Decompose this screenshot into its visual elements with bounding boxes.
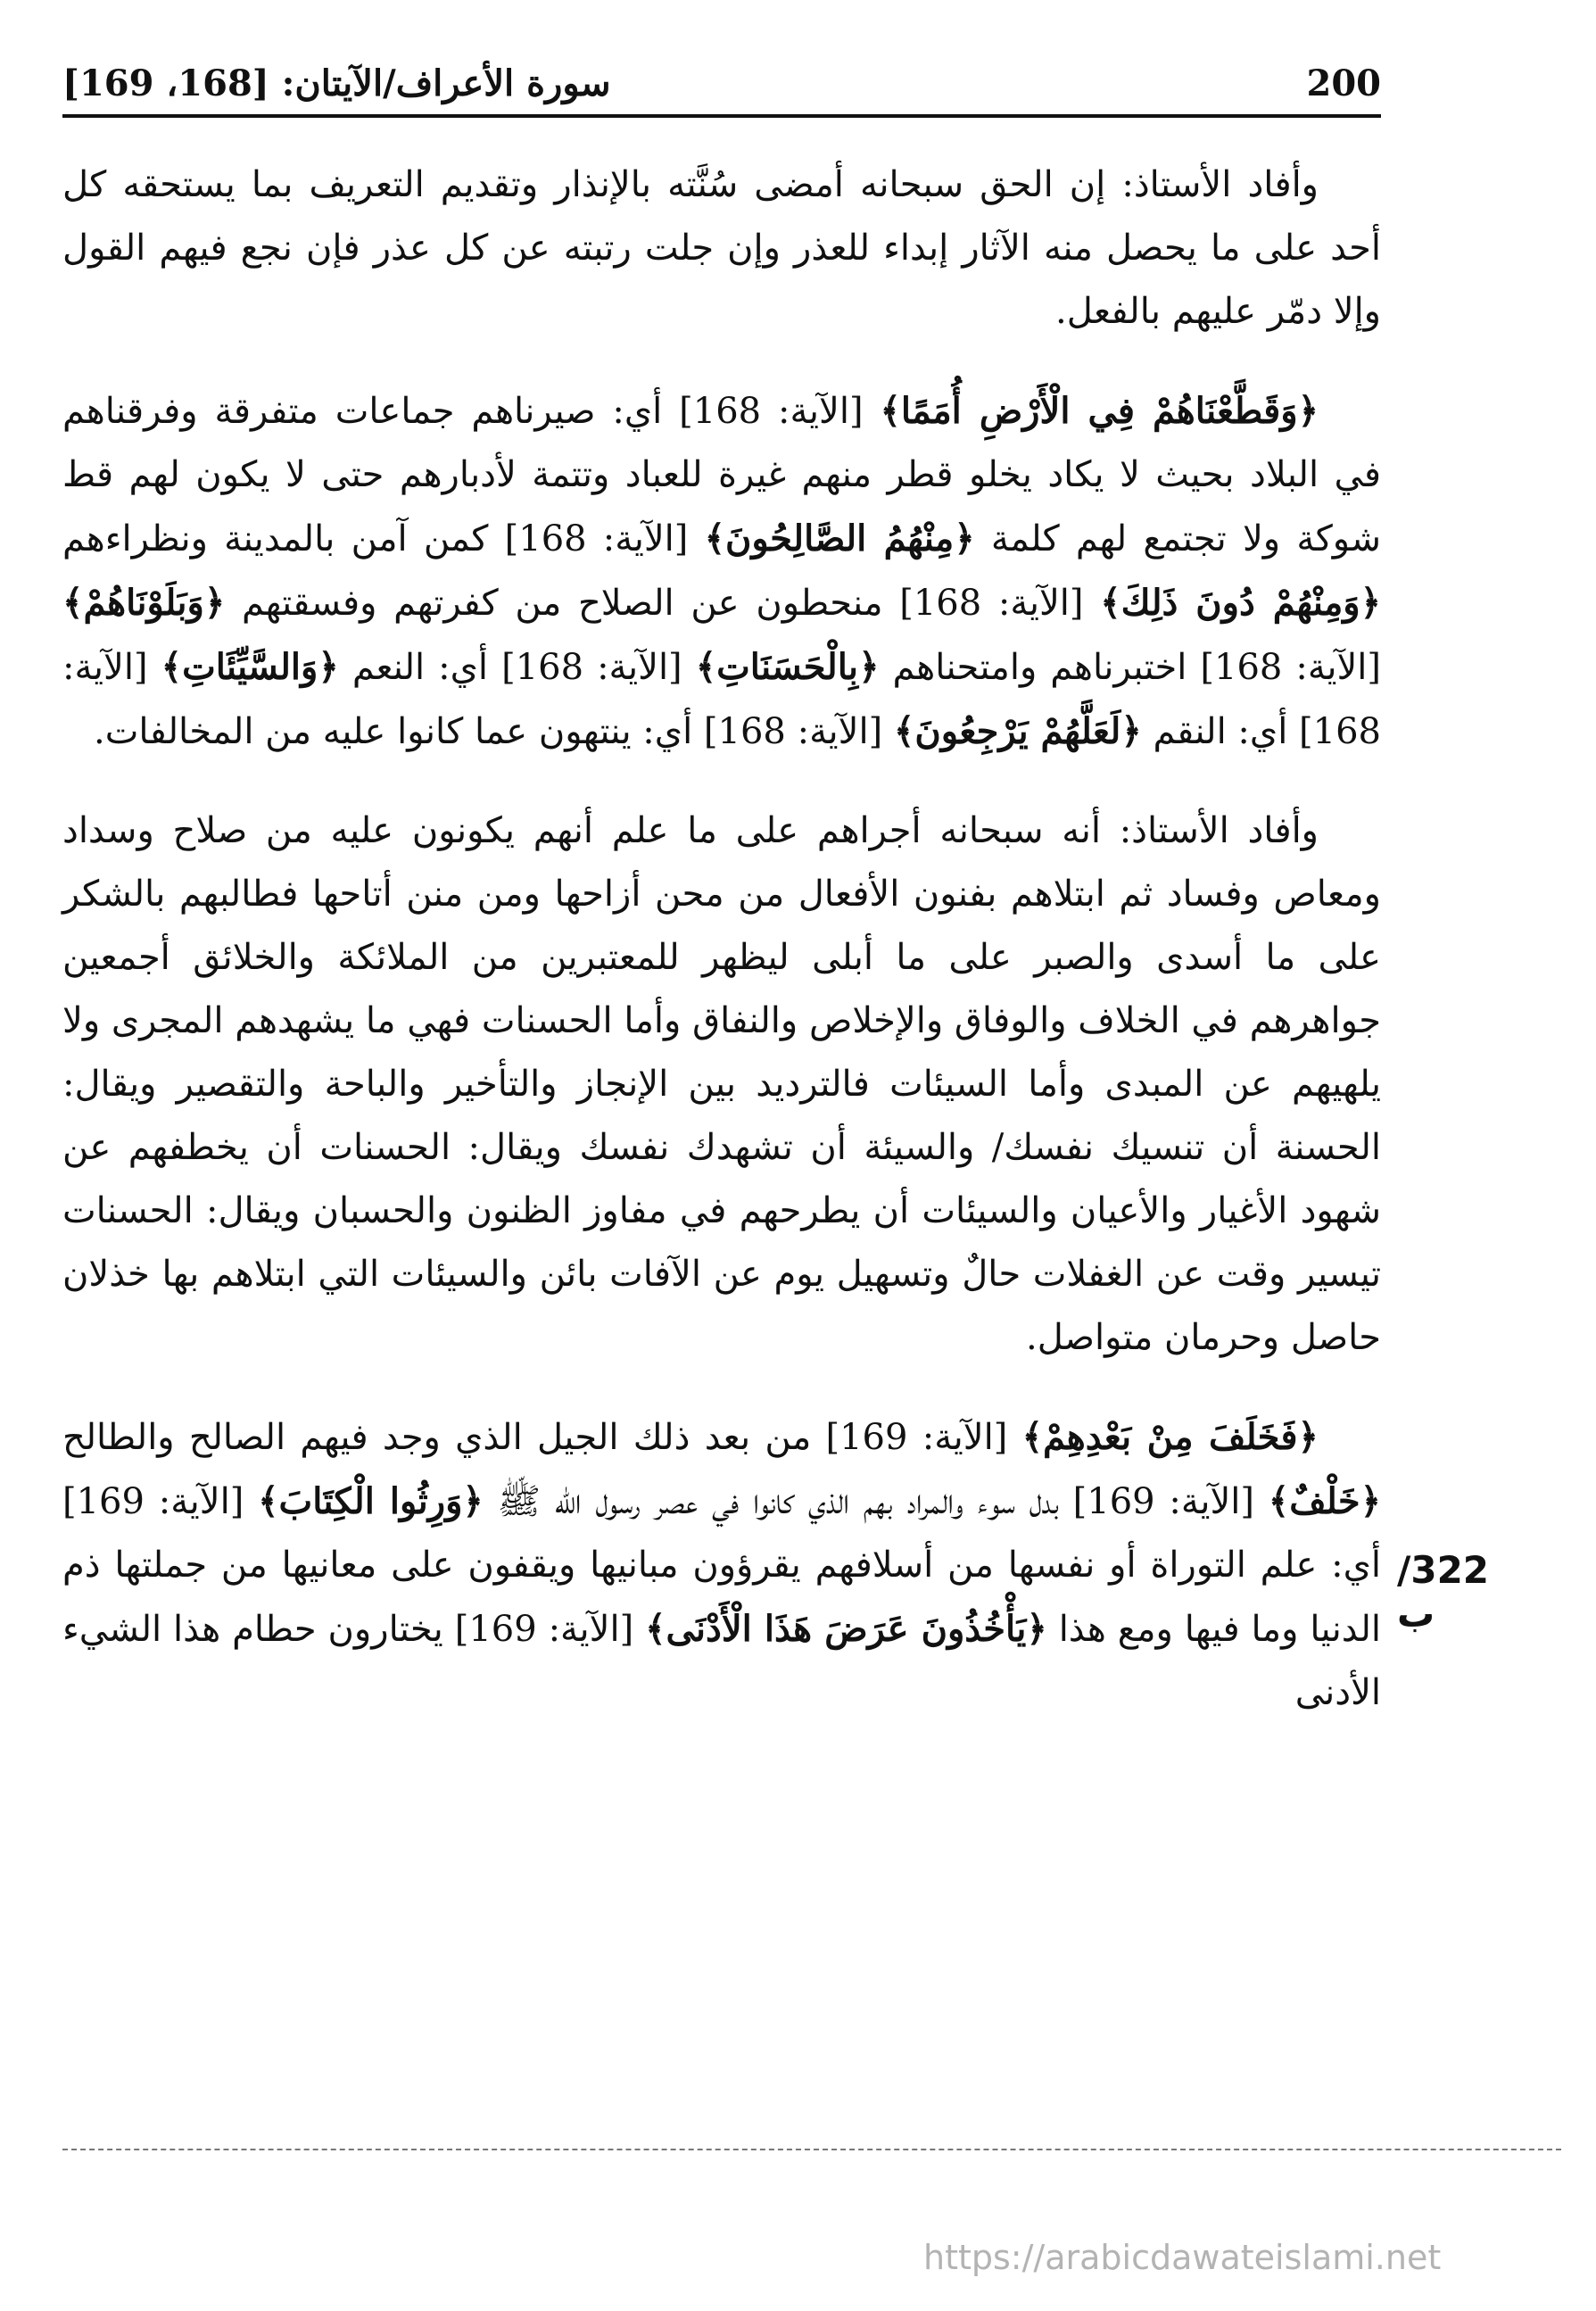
paragraph — [62, 1405, 1381, 1725]
quran-verse: ﴿يَأْخُذُونَ عَرَضَ هَذَا الْأَدْنَى﴾ — [645, 1608, 1047, 1650]
text-run: [الآية: 169] أي: علم التوراة أو نفسها من أسلافهم يقرؤون مبانيها ويقفون على معانيها من جملتها ذم الدنيا وما فيها ومع هذا — [62, 1481, 1382, 1650]
scan-dashed-line — [62, 2149, 1561, 2150]
quran-verse: ﴿وَبَلَوْنَاهُمْ﴾ — [62, 582, 226, 624]
text-run: [الآية: 168] أي: ينتهون عما كانوا عليه من المخالفات. — [94, 711, 894, 752]
quran-verse: ﴿مِنْهُمُ الصَّالِحُونَ﴾ — [704, 518, 975, 559]
text-run: [الآية: 169] يختارون حطام هذا الشيء الأدنى — [62, 1609, 1381, 1713]
watermark-url: https://arabicdawateislami.net — [923, 2238, 1442, 2277]
text-run: [الآية: 168] اختبرناهم وامتحناهم — [879, 647, 1382, 688]
paragraph — [62, 379, 1381, 764]
text-run: وأفاد الأستاذ: إن الحق سبحانه أمضى سُنَّته بالإنذار وتقديم التعريف بما يستحقه كل أحد على ما يحصل منه الآثار إبداء للعذر وإن جلت رتبته عن كل عذر فإن نجع فيهم القول وإلا دمّر عليهم بالفعل. — [62, 164, 1381, 332]
page-header — [62, 52, 1381, 107]
text-run: [الآية: 168] أي: صيرناهم جماعات متفرقة وفرقناهم في البلاد بحيث لا يكاد يخلو قطر منهم غيرة للعباد وتتمة لأدبارهم حتى لا يكون لهم قط شوكة ولا تجتمع لهم كلمة — [62, 391, 1381, 559]
text-run: [الآية: 168] منحطون عن الصلاح من كفرتهم وفسقتهم — [225, 583, 1101, 624]
quran-verse: ﴿وَرِثُوا الْكِتَابَ﴾ — [258, 1480, 484, 1522]
text-run: [الآية: 168] كمن آمن بالمدينة ونظراءهم — [62, 518, 705, 559]
quran-verse: ﴿فَخَلَفَ مِنْ بَعْدِهِمْ﴾ — [1021, 1416, 1319, 1458]
paragraph — [62, 799, 1381, 1370]
body-text — [62, 153, 1381, 1760]
text-run: [الآية: 169] بدل سوء والمراد بهم الذي كانوا في عصر رسول الله ﷺ — [483, 1481, 1269, 1522]
header-rule — [62, 114, 1381, 118]
text-run: [الآية: 169] من بعد ذلك الجيل الذي وجد فيهم الصالح والطالح — [62, 1417, 1022, 1458]
manuscript-folio-note: 322/ب — [1397, 1548, 1490, 1636]
text-run: وأفاد الأستاذ: أنه سبحانه أجراهم على ما علم أنهم يكونون عليه من صلاح وسداد ومعاص وفساد ثم ابتلاهم بفنون الأفعال من محن أزاحها ومن منن أتاحها فطالبهم بالشكر على ما أسدى والصبر على ما أبلى ليظهر للمعتبرين من الملائكة والخلائق أجمعين جواهرهم في الخلاف والوفاق والإخلاص والنفاق وأما الحسنات فهي ما يشهدهم المجرى ولا يلهيهم عن المبدى وأما السيئات فالترديد بين الإنجاز والتأخير والباحة والتقصير ويقال: الحسنة أن تنسيك نفسك/ والسيئة أن تشهدك نفسك ويقال: الحسنات أن يخطفهم عن شهود الأغيار والأعيان والسيئات أن يطرحهم في مفاوز الظنون والحسبان ويقال: الحسنات تيسير وقت عن الغفلات حالٌ وتسهيل يوم عن الآفات بائن والسيئات التي ابتلاهم بها خذلان حاصل وحرمان متواصل. — [62, 810, 1381, 1358]
quran-verse: ﴿خَلْفٌ﴾ — [1268, 1480, 1382, 1522]
text-run: [الآية: 168] أي: النعم — [338, 647, 696, 688]
page-number: 200 — [1306, 62, 1381, 104]
text-run: [الآية: 168] أي: النقم — [62, 647, 1381, 752]
quran-verse: ﴿بِالْحَسَنَاتِ﴾ — [695, 646, 880, 688]
quran-verse: ﴿لَعَلَّهُمْ يَرْجِعُونَ﴾ — [893, 710, 1142, 752]
paragraph — [62, 153, 1381, 344]
quran-verse: ﴿وَمِنْهُمْ دُونَ ذَلِكَ﴾ — [1100, 582, 1382, 624]
quran-verse: ﴿وَالسَّيِّئَاتِ﴾ — [161, 646, 339, 688]
running-title: سورة الأعراف/الآيتان: [168، 169] — [62, 62, 611, 104]
quran-verse: ﴿وَقَطَّعْنَاهُمْ فِي الْأَرْضِ أُمَمًا﴾ — [880, 390, 1319, 432]
